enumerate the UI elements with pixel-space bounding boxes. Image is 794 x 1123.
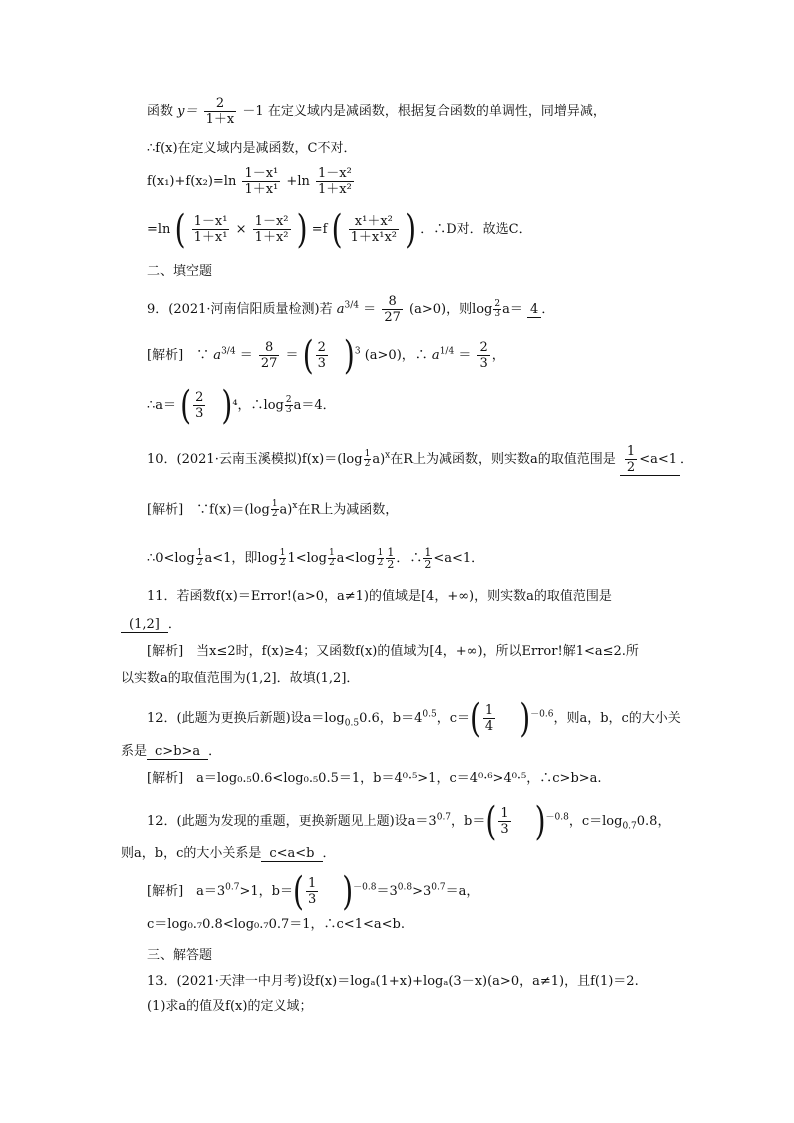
fraction [242, 166, 280, 197]
exponent: 3/4 [221, 346, 236, 357]
solution-12b-line-2: c＝log₀.₇0.8<log₀.₇0.7＝1，∴c<1<a<b. [147, 917, 405, 932]
fraction [498, 806, 510, 837]
text: ，c＝log [568, 814, 623, 829]
paren-left-icon: ( [485, 797, 497, 844]
line-3 [147, 166, 356, 197]
text: ，则a，b，c的大小关 [553, 711, 681, 726]
answer-blank: c>b>a [147, 744, 208, 760]
paren-left-icon: ( [469, 694, 481, 741]
fraction [306, 876, 318, 907]
denominator: 3 [317, 356, 326, 371]
fraction [192, 214, 230, 245]
denominator: 2 [377, 558, 384, 568]
math-text: ＝ [285, 348, 299, 363]
log-base [364, 450, 372, 469]
math-text: y＝ [177, 104, 198, 119]
denominator: 27 [260, 356, 278, 371]
log-base [377, 549, 385, 568]
log-base [285, 396, 293, 415]
exponent: 0.7 [225, 882, 240, 893]
text: (a>0)，∴ [364, 348, 428, 363]
denominator: 1＋x¹ [193, 230, 228, 245]
denominator: 2 [364, 459, 371, 469]
paren-left-icon: ( [331, 205, 343, 252]
solution-11-line-2: 以实数a的取值范围为(1,2]．故填(1,2]． [121, 671, 360, 686]
numerator: x¹＋x² [349, 214, 399, 230]
line-1 [147, 96, 606, 127]
text: f(x₁)+f(x₂)=ln [147, 174, 237, 189]
denominator: 3 [500, 822, 509, 837]
text: 1<log [287, 551, 327, 566]
text: [解析] ∵f(x)＝(log [147, 502, 270, 518]
question-13-part-1: (1)求a的值及f(x)的定义域； [147, 999, 313, 1014]
text: 12．(此题为发现的重题，更换新题见上题)设a＝3 [147, 814, 437, 829]
paren-left-icon: ( [302, 331, 314, 378]
numerator: 2 [317, 340, 326, 355]
text: ． [208, 744, 222, 759]
exponent: 0.7 [431, 882, 446, 893]
text: 12．(此题为更换后新题)设a＝log [147, 711, 345, 726]
text: a) [372, 452, 386, 467]
section-heading-fill-blank: 二、填空题 [147, 264, 213, 279]
exponent: 0.7 [436, 812, 452, 823]
numerator: 1 [328, 548, 335, 558]
question-9 [147, 294, 554, 325]
text: ． [541, 302, 555, 317]
fraction [423, 547, 432, 570]
fraction [483, 703, 495, 734]
text: <a<1． [433, 551, 485, 566]
log-base [328, 549, 336, 568]
denominator: 2 [387, 558, 395, 571]
question-13: 13．(2021·天津一中月考)设f(x)＝logₐ(1+x)+logₐ(3－x)(a>0，a≠1)，且f(1)＝2. [147, 974, 639, 989]
denominator: 2 [279, 558, 286, 568]
numerator: 1 [500, 806, 509, 821]
denominator: 4 [484, 719, 494, 734]
paren-right-icon: ) [296, 205, 308, 252]
answer-blank: (1,2] [121, 617, 168, 633]
fraction [253, 214, 291, 245]
text: 0.8， [636, 814, 671, 829]
numerator: 1 [377, 548, 384, 558]
text: 函数 [147, 104, 174, 119]
fraction [382, 294, 403, 325]
text: 9．(2021·河南信阳质量检测)若 [147, 302, 333, 317]
text: 系是 [121, 744, 148, 759]
math-text: ＝ [239, 348, 253, 363]
denominator: 3 [494, 309, 501, 319]
text: >1，b＝ [239, 884, 293, 899]
section-heading-answer: 三、解答题 [147, 948, 213, 963]
text: × [235, 222, 247, 237]
solution-10-line-2 [147, 547, 484, 570]
denominator: 1＋x² [318, 182, 352, 197]
paren-right-icon: ) [534, 797, 546, 844]
log-base [196, 549, 204, 568]
fraction [477, 340, 489, 371]
denominator: 3 [479, 356, 488, 371]
numerator: 8 [382, 294, 403, 310]
text: >3 [412, 884, 432, 899]
numerator: 1－x¹ [193, 214, 228, 229]
denominator: 3 [307, 892, 317, 907]
text: ，b＝ [451, 814, 486, 829]
solution-9-line-2 [147, 381, 336, 428]
text: ＝a， [445, 884, 480, 899]
numerator: 2 [494, 299, 501, 309]
fraction [259, 340, 280, 371]
denominator: 1＋x² [254, 230, 289, 245]
text: 则a，b，c的大小关系是 [121, 846, 262, 861]
exponent: －0.6 [530, 709, 554, 720]
denominator: 2 [328, 558, 335, 568]
exponent: x [292, 501, 298, 511]
line-4 [147, 205, 532, 252]
denominator: 2 [626, 460, 636, 475]
text: ． [322, 846, 336, 861]
subscript: 0.7 [622, 821, 637, 832]
text: ． [167, 617, 181, 632]
exponent: x [385, 450, 391, 461]
text: ∴a＝ [147, 398, 177, 413]
denominator: 3 [195, 406, 204, 421]
text: 10．(2021·云南玉溪模拟)f(x)＝(log [147, 452, 363, 467]
math-text: a [213, 348, 222, 363]
solution-10-line-1 [147, 497, 398, 519]
numerator: 8 [259, 340, 280, 356]
solution-11-line-1: [解析] 当x≤2时，f(x)≥4；又函数f(x)的值域为[4，+∞)，所以Error!解1<a≤2.所 [147, 644, 639, 659]
numerator: 1 [196, 548, 203, 558]
fraction [386, 547, 395, 570]
math-text: a [431, 348, 440, 363]
numerator: 1 [279, 548, 286, 558]
exponent: 3/4 [344, 300, 360, 311]
answer-text: <a<1 [639, 452, 677, 467]
text: a<log [336, 551, 376, 566]
solution-12b-line-1 [147, 867, 480, 914]
subscript: 0.5 [344, 718, 360, 729]
math-text: ＝ [363, 302, 377, 317]
denominator: 2 [196, 558, 203, 568]
text: ．∴ [396, 551, 423, 566]
denominator: 1＋x¹x² [350, 230, 398, 245]
math-text: a [336, 302, 345, 317]
paren-left-icon: ( [174, 205, 186, 252]
fraction [193, 390, 205, 421]
exponent: －0.8 [353, 882, 377, 893]
text: [解析] a＝3 [147, 884, 226, 899]
numerator: 1 [387, 546, 395, 559]
denominator: 1＋x [205, 112, 235, 127]
paren-left-icon: ( [180, 381, 192, 428]
numerator: 1 [626, 444, 636, 459]
text: 0.6，b＝4 [359, 711, 423, 726]
math-text: －1 [242, 104, 264, 119]
log-base [271, 500, 279, 519]
question-11-answer-line [121, 616, 181, 634]
exponent: 0.5 [422, 709, 437, 720]
numerator: 1－x¹ [244, 166, 279, 181]
exponent: 3 [354, 346, 361, 357]
text: ， [491, 348, 505, 363]
numerator: 1 [424, 546, 432, 559]
text: 在定义域内是减函数，根据复合函数的单调性，同增异减， [267, 104, 606, 119]
question-12a [147, 694, 681, 741]
math-text: ＝ [458, 348, 472, 363]
text: a<1，即log [204, 551, 278, 566]
question-12b [147, 797, 671, 844]
denominator: 3 [285, 405, 292, 415]
solution-12a: [解析] a＝log₀.₅0.6<log₀.₅0.5＝1，b＝4⁰·⁵>1，c＝4⁰·⁶>4⁰·⁵，∴c>b>a. [147, 771, 602, 786]
text: ⁴，∴log [232, 398, 284, 413]
text: a＝4． [293, 398, 336, 413]
fraction [349, 214, 399, 245]
text: ＝3 [376, 884, 398, 899]
denominator: 27 [384, 310, 401, 325]
question-12a-answer-line [121, 743, 221, 761]
text: [解析] ∵ [147, 348, 210, 363]
log-base [493, 300, 501, 319]
exponent: －0.8 [545, 812, 569, 823]
line-2: ∴f(x)在定义域内是减函数，C不对． [147, 141, 357, 156]
text: =ln [147, 222, 171, 237]
text: =f [311, 222, 328, 237]
exponent: 0.8 [397, 882, 413, 893]
denominator: 2 [424, 558, 432, 571]
denominator: 1＋x¹ [244, 182, 279, 197]
question-11 [147, 588, 612, 606]
text: a＝ [502, 302, 523, 317]
fraction [316, 166, 354, 197]
fraction [625, 444, 637, 475]
text: +ln [286, 174, 310, 189]
numerator: 1－x² [254, 214, 289, 229]
numerator: 2 [285, 395, 292, 405]
exponent: 1/4 [439, 346, 455, 357]
answer-blank: c<a<b [261, 846, 322, 862]
paren-right-icon: ) [221, 381, 233, 428]
text: a) [279, 502, 293, 518]
fraction [204, 96, 237, 127]
text: (a>0)，则log [409, 302, 493, 317]
text: ．∴D对．故选C． [420, 222, 532, 237]
paren-right-icon: ) [519, 694, 531, 741]
numerator: 1 [271, 499, 278, 510]
numerator: 1 [307, 876, 317, 891]
text: 在R上为减函数，则实数a的取值范围是 [390, 452, 616, 467]
log-base [279, 549, 287, 568]
question-12b-answer-line [121, 845, 336, 863]
text: ∴0<log [147, 551, 195, 566]
text: 11．若函数f(x)＝Error!(a>0，a≠1)的值域是[4，+∞)，则实数a的取值范围是 [147, 589, 612, 604]
text: ，c＝ [436, 711, 470, 726]
paren-right-icon: ) [343, 331, 355, 378]
numerator: 1 [484, 703, 494, 718]
paren-right-icon: ) [342, 867, 354, 914]
numerator: 2 [479, 340, 488, 355]
question-10 [147, 444, 693, 476]
numerator: 1 [364, 449, 371, 459]
numerator: 2 [195, 390, 204, 405]
answer-blank: 4 [527, 302, 541, 318]
fraction [316, 340, 328, 371]
numerator: 1－x² [318, 166, 352, 181]
text: ． [680, 452, 694, 467]
answer-blank [620, 444, 680, 476]
solution-9-line-1 [147, 331, 505, 378]
denominator: 2 [271, 509, 278, 520]
text: 在R上为减函数， [297, 502, 399, 518]
numerator: 2 [204, 96, 237, 112]
paren-left-icon: ( [293, 867, 304, 914]
paren-right-icon: ) [405, 205, 417, 252]
